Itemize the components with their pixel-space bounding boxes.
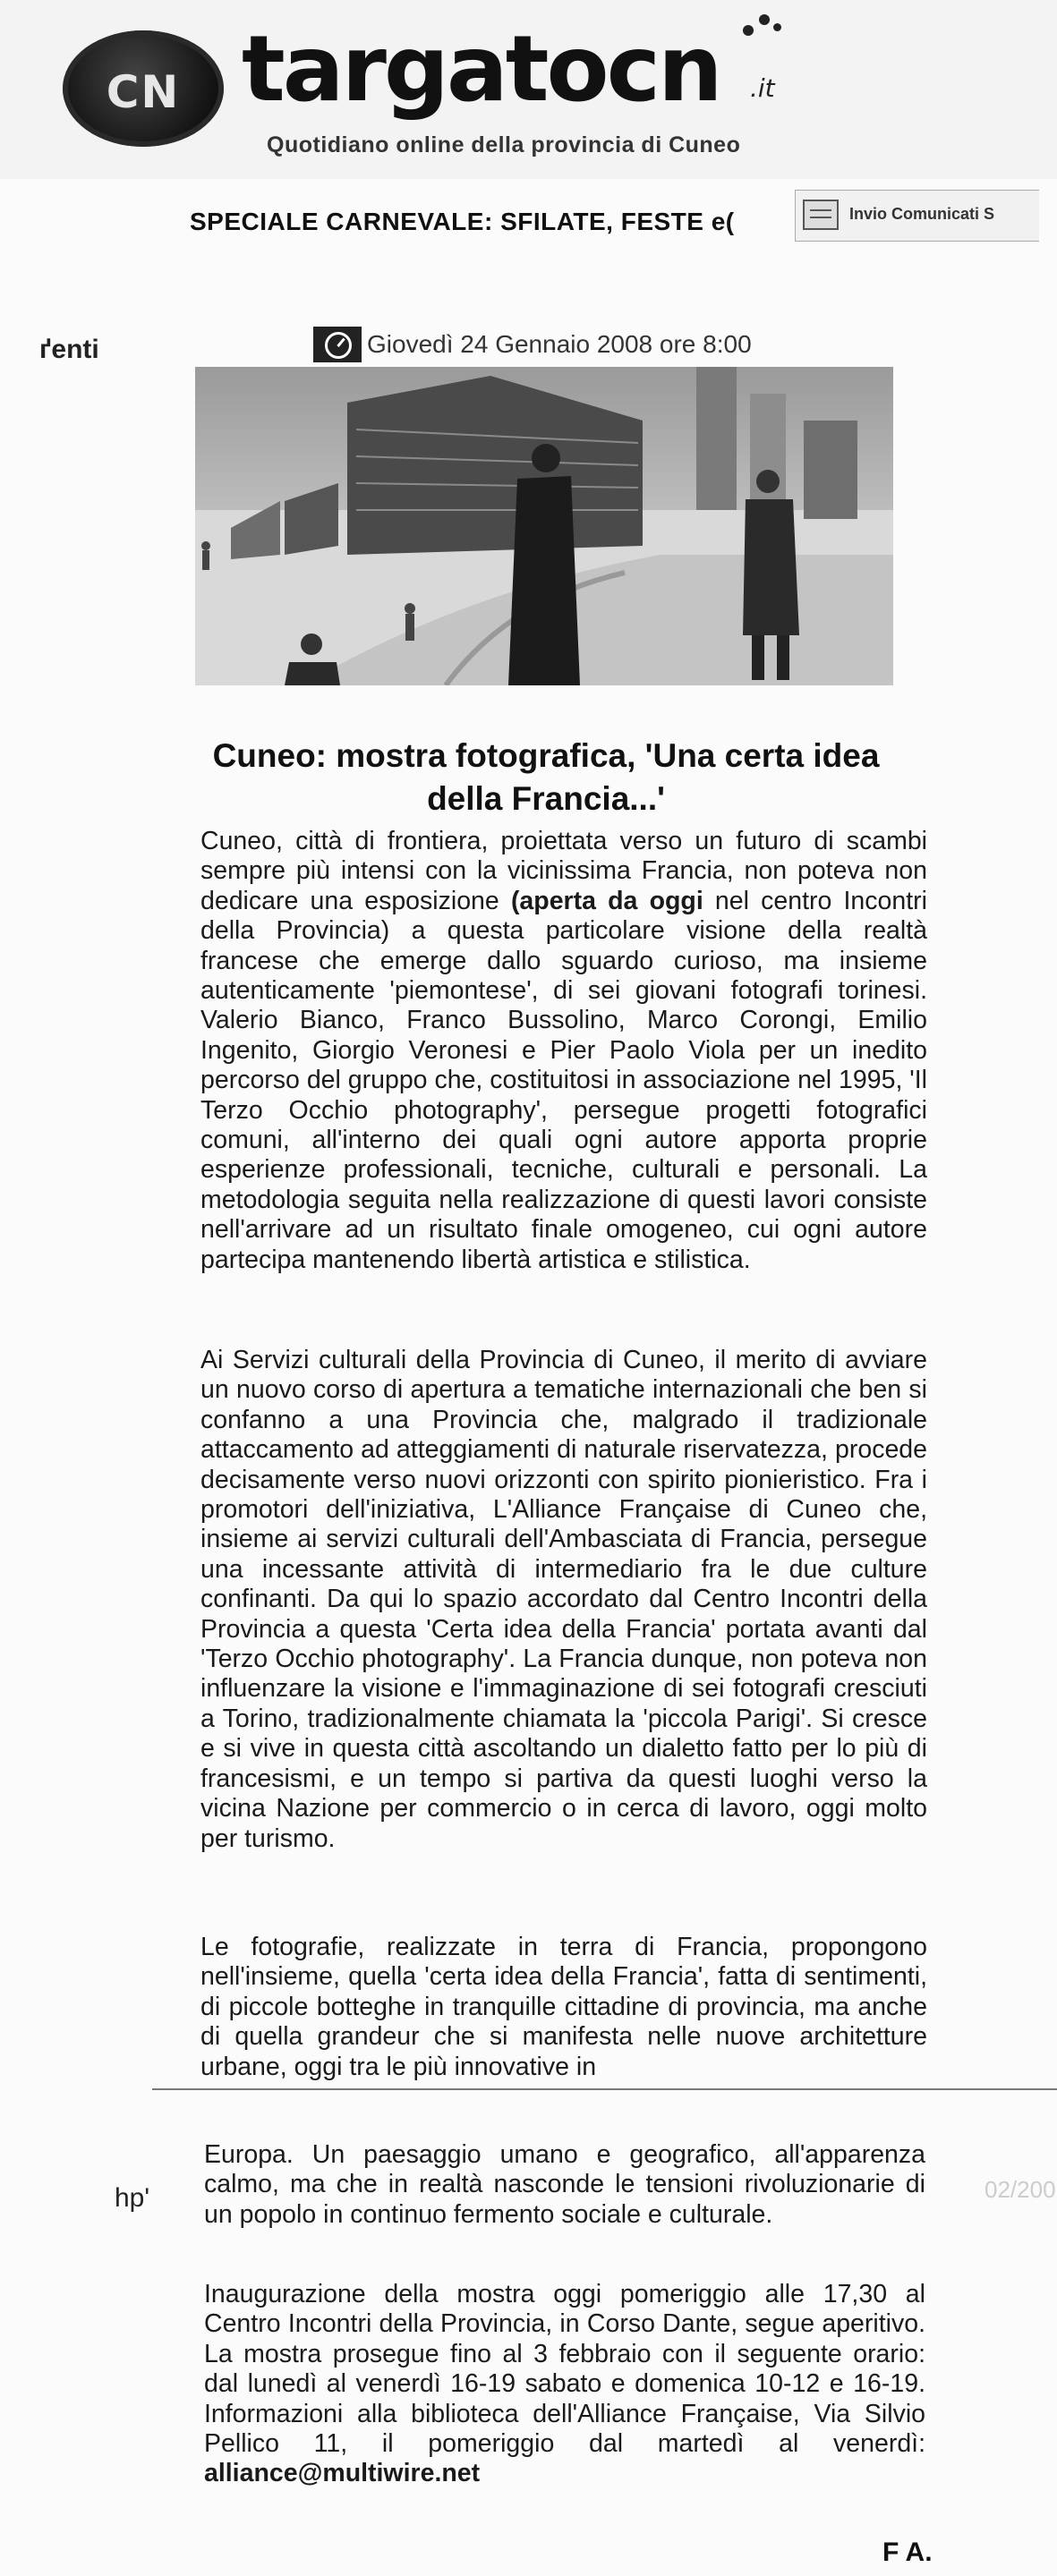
page-divider [152, 2088, 1057, 2090]
brand-dots-icon [734, 7, 788, 43]
news-ticker-headline[interactable]: SPECIALE CARNEVALE: SFILATE, FESTE e( [190, 208, 735, 235]
invio-comunicati-button[interactable] [795, 190, 1039, 242]
article-paragraph-2: Ai Servizi culturali della Provincia di Cuneo, il merito di avviare un nuovo corso di apertura a tematiche internazionali che ben si confanno a una Provincia che, malgrado il tradizionale attaccamento ad atteggiamenti di naturale riservatezza, procede decisamente verso nuovi orizzonti con spirito pionieristico. Fra i promotori dell'iniziativa, L'Alliance Française di Cuneo che, insieme ai servizi culturali dell'Ambasciata di Francia, persegue una incessante attività di intermediario fra le due culture confinanti. Da qui lo spazio accordato dal Centro Incontri della Provincia a questa 'Certa idea della Francia' portata avanti dal 'Terzo Occhio photography'. La Francia dunque, non poteva non influenzare la visione e l'immaginazione di sei fotografi cresciuti a Torino, tradizionalmente chiamata la 'piccola Parigi'. Si cresce e si vive in questa città ascoltando un dialetto fatto per lo più di francesismi, e un tempo si partiva da questi luoghi verso la vicina Nazione per commercio o in cerca di lavoro, oggi molto per turismo. [200, 1346, 927, 1853]
article-paragraph-3: Le fotografie, realizzate in terra di Francia, propongono nell'insieme, quella 'certa idea della Francia', fatta di sentimenti, di piccole botteghe in tranquille cittadine di provincia, ma anche di quella grandeur che si manifesta nelle nuove architetture urbane, oggi tra le più innovative in [200, 1933, 927, 2081]
invio-label: Invio Comunicati S [849, 205, 995, 223]
author-signature: F A. [882, 2538, 933, 2567]
article-paragraph-1 [200, 827, 927, 1275]
photo-image [195, 367, 893, 685]
p5-text: Inaugurazione della mostra oggi pomeriggio alle 17,30 al Centro Incontri della Provincia, in Corso Dante, segue aperitivo. La mostra prosegue fino al 3 febbraio con il seguente orario: dal lunedì al venerdì 16-19 sabato e domenica 10-12 e 16-19. Informazioni alla biblioteca dell'Alliance Française, Via Silvio Pellico 11, il pomeriggio dal martedì al venerdì: [204, 2280, 925, 2459]
cn-logo-badge[interactable] [63, 30, 224, 147]
clock-icon [313, 327, 362, 362]
contact-email-link[interactable]: alliance@multiwire.net [204, 2459, 481, 2488]
p1-text-a: Cuneo, città di frontiera, proiettata verso un futuro di scambi sempre più intensi con la vicinissima Francia, non poteva non dedicare una esposizione [200, 827, 927, 915]
article-paragraph-4: Europa. Un paesaggio umano e geografico, all'apparenza calmo, ma che in realtà nasconde le tensioni rivoluzionarie di un popolo in continuo fermento sociale e culturale. [204, 2140, 925, 2229]
brand-tld: .it [750, 73, 775, 103]
article-date: Giovedì 24 Gennaio 2008 ore 8:00 [367, 330, 752, 358]
article-paragraph-5 [204, 2280, 925, 2489]
logo-text: CN [106, 66, 181, 118]
article-photo [195, 367, 893, 685]
side-fragment-top: ґenti [39, 335, 99, 364]
article-dateline [313, 326, 752, 363]
article-title: Cuneo: mostra fotografica, 'Una certa idea della Francia...' [212, 736, 880, 817]
side-fragment-bottom: hp' [115, 2183, 150, 2213]
document-icon [803, 200, 839, 230]
brand-name[interactable]: targatocn [242, 16, 720, 123]
p1-text-b: nel centro Incontri della Provincia) a questa particolare visione della realtà francese che emerge dallo sguardo curioso, ma insieme autenticamente 'piemontese', di sei giovani fotografi torinesi. Valerio Bianco, Franco Bussolino, Marco Corongi, Emilio Ingenito, Giorgio Veronesi e Pier Paolo Viola per un inedito percorso del gruppo che, costituitosi in associazione nel 1995, 'Il Terzo Occhio photography', persegue progetti fotografici comuni, all'interno dei quali ogni autore apporta proprie esperienze professionali, tecniche, culturali e personali. La metodologia seguita nella realizzazione di questi lavori consiste nell'arrivare ad un risultato finale omogeneo, cui ogni autore partecipa mantenendo libertà artistica e stilistica. [200, 886, 927, 1274]
side-fragment-date: 02/200 [985, 2176, 1056, 2203]
masthead [0, 0, 1057, 179]
p1-bold: (aperta da oggi [510, 886, 703, 915]
tagline: Quotidiano online della provincia di Cuneo [267, 132, 741, 157]
